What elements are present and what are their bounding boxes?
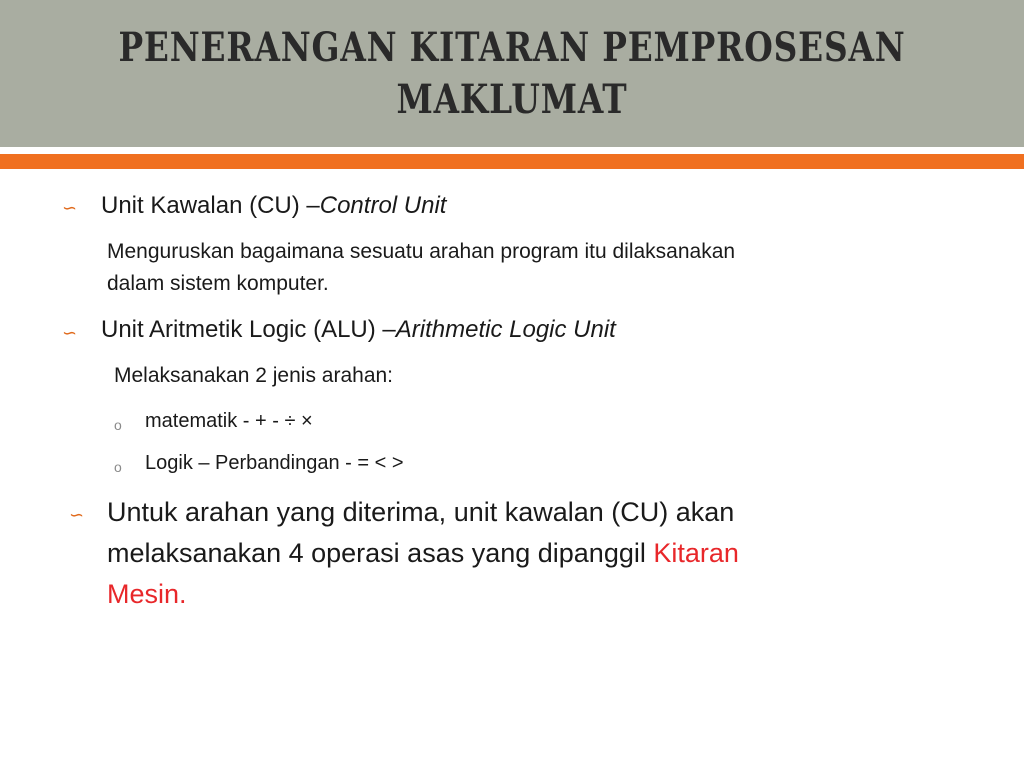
bullet-icon: ∽ <box>69 505 85 526</box>
bullet-icon: ∽ <box>62 198 78 219</box>
cu-description-line1: Menguruskan bagaimana sesuatu arahan program itu dilaksanakan <box>107 240 736 263</box>
alu-description-line1: Melaksanakan 2 jenis arahan: <box>114 364 394 387</box>
alu-description <box>114 360 393 392</box>
sub-item-logic: Logik – Perbandingan - = < > <box>145 452 404 474</box>
list-item-cu-english: Control Unit <box>319 192 447 219</box>
slide-title-line2: MAKLUMAT <box>396 76 628 123</box>
list-item-cu-text: Unit Kawalan (CU) – <box>101 192 320 219</box>
bullet-icon: ∽ <box>62 323 78 344</box>
list-item-alu-text: Unit Aritmetik Logic (ALU) – <box>101 316 396 343</box>
list-item-cycle-line1: Untuk arahan yang diterima, unit kawalan (CU) akan <box>107 497 735 527</box>
list-item-alu <box>101 316 616 344</box>
list-item-alu-english: Arithmetic Logic Unit <box>395 316 616 343</box>
machine-cycle-term-1: Kitaran <box>653 538 739 568</box>
cu-description <box>107 236 735 300</box>
slide-title <box>92 22 932 126</box>
sub-item-math: matematik - + - ÷ × <box>145 410 313 432</box>
list-item-cycle-line2: melaksanakan 4 operasi asas yang dipanggil <box>107 538 654 568</box>
sub-bullet-icon: o <box>114 417 122 433</box>
title-divider-light <box>0 147 1024 154</box>
machine-cycle-term-2: Mesin. <box>107 579 187 609</box>
list-item-cycle <box>107 492 739 615</box>
title-divider-accent <box>0 154 1024 169</box>
list-item-cu <box>101 192 446 220</box>
slide-title-line1: PENERANGAN KITARAN PEMPROSESAN <box>118 24 906 71</box>
sub-bullet-icon: o <box>114 459 122 475</box>
cu-description-line2: dalam sistem komputer. <box>107 272 329 295</box>
